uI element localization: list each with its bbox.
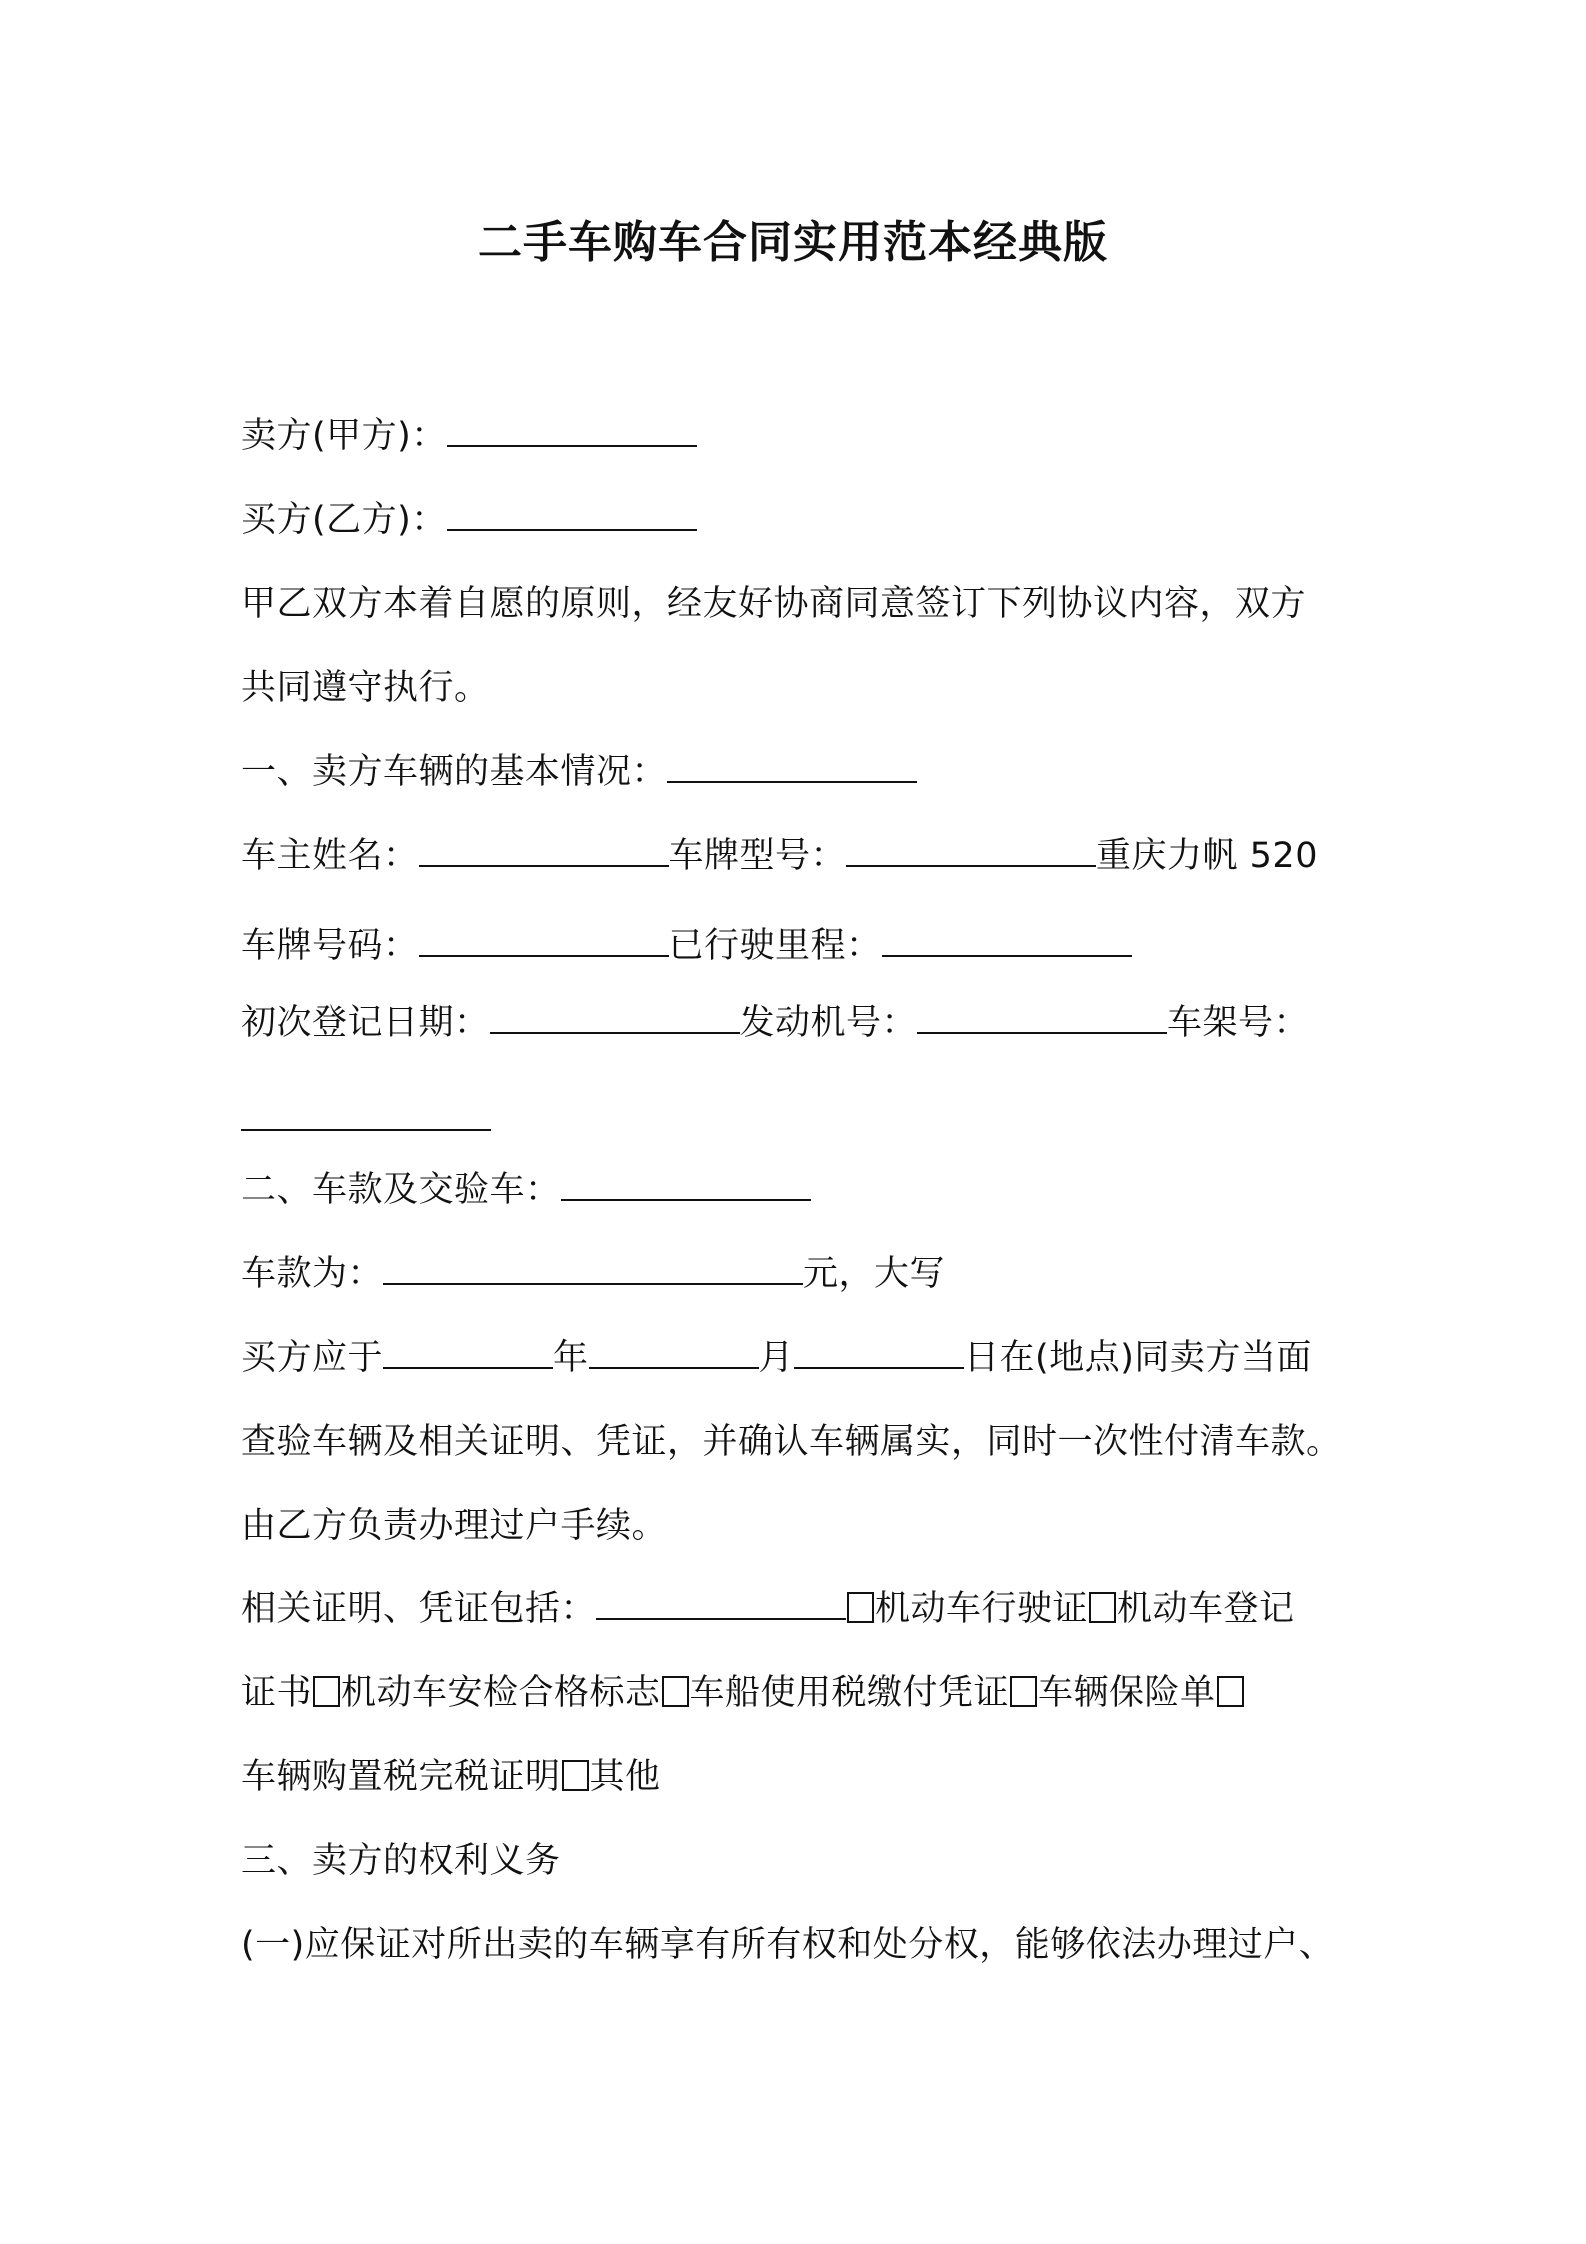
mileage-blank: [882, 925, 1132, 957]
year-text: 年: [553, 1338, 589, 1378]
owner-model-line: [241, 832, 1318, 880]
checkbox-insurance[interactable]: [1010, 1676, 1037, 1707]
doc-item-insurance: 车辆保险单: [1038, 1673, 1216, 1713]
price-suffix: 元，大写: [803, 1254, 946, 1294]
engine-blank: [917, 1002, 1167, 1034]
docs-line-1: [241, 1585, 1295, 1633]
month-blank: [589, 1337, 759, 1369]
plate-mileage-line: [241, 922, 1132, 970]
checkbox-registration-cert[interactable]: [1089, 1592, 1116, 1623]
engine-label: 发动机号：: [739, 1003, 918, 1043]
doc-item-inspection-mark: 机动车安检合格标志: [341, 1673, 661, 1713]
payment-delivery-blank: [561, 1169, 811, 1201]
section3-heading: 三、卖方的权利义务: [241, 1841, 561, 1881]
doc-item-certificate: 证书: [241, 1673, 313, 1713]
day-blank: [794, 1337, 964, 1369]
day-rest-text: 日在(地点)同卖方当面: [964, 1338, 1312, 1378]
section3-item1: (一)应保证对所出卖的车辆享有所有权和处分权，能够依法办理过户、: [241, 1925, 1335, 1965]
frame-blank: [241, 1099, 491, 1131]
price-blank: [383, 1253, 803, 1285]
section2-heading-line: [241, 1166, 811, 1214]
plate-blank: [419, 925, 669, 957]
seller-line: [241, 412, 697, 460]
intro-line-2: 共同遵守执行。: [241, 668, 490, 708]
price-label: 车款为：: [241, 1254, 384, 1294]
docs-line-2: [241, 1669, 1245, 1717]
document-title: 二手车购车合同实用范本经典版: [478, 217, 1108, 268]
section2-heading: 二、车款及交验车：: [241, 1170, 561, 1210]
model-label: 车牌型号：: [668, 836, 847, 876]
checkbox-driving-license[interactable]: [847, 1592, 874, 1623]
checkbox-vessel-tax[interactable]: [662, 1676, 689, 1707]
mileage-label: 已行驶里程：: [668, 926, 882, 966]
year-blank: [383, 1337, 553, 1369]
docs-blank: [596, 1588, 846, 1620]
reg-date-label: 初次登记日期：: [241, 1003, 490, 1043]
buyer-should-text: 买方应于: [241, 1338, 384, 1378]
doc-item-registration: 机动车登记: [1117, 1589, 1295, 1629]
checkbox-purchase-tax[interactable]: [1217, 1676, 1244, 1707]
reg-date-blank: [490, 1002, 740, 1034]
owner-label: 车主姓名：: [241, 836, 419, 876]
date-line: [241, 1334, 1312, 1382]
doc-item-purchase-tax: 车辆购置税完税证明: [241, 1757, 561, 1797]
seller-label: 卖方(甲方)：: [241, 416, 447, 456]
docs-line-3: [241, 1753, 661, 1801]
doc-item-driving-license: 机动车行驶证: [875, 1589, 1089, 1629]
frame-blank-line: [241, 1096, 491, 1144]
month-text: 月: [758, 1338, 795, 1378]
doc-item-other: 其他: [589, 1757, 661, 1797]
frame-label: 车架号：: [1167, 1003, 1310, 1043]
owner-name-blank: [419, 835, 669, 867]
doc-item-vessel-tax: 车船使用税缴付凭证: [689, 1673, 1010, 1713]
seller-name-blank: [447, 415, 697, 447]
checkbox-other[interactable]: [562, 1760, 589, 1791]
model-blank: [846, 835, 1096, 867]
buyer-name-blank: [447, 499, 697, 531]
buyer-line: [241, 496, 697, 544]
inspect-line: 查验车辆及相关证明、凭证，并确认车辆属实，同时一次性付清车款。: [241, 1422, 1342, 1462]
buyer-label: 买方(乙方)：: [241, 500, 447, 540]
docs-label: 相关证明、凭证包括：: [241, 1589, 597, 1629]
vehicle-basic-blank: [667, 751, 917, 783]
plate-label: 车牌号码：: [241, 926, 419, 966]
section1-heading: 一、卖方车辆的基本情况：: [241, 752, 668, 792]
price-line: [241, 1250, 945, 1298]
checkbox-inspection-mark[interactable]: [313, 1676, 340, 1707]
transfer-line: 由乙方负责办理过户手续。: [241, 1506, 668, 1546]
reg-engine-frame-line: [241, 999, 1309, 1047]
intro-line-1: 甲乙双方本着自愿的原则，经友好协商同意签订下列协议内容，双方: [241, 584, 1307, 624]
model-value: 重庆力帆 520: [1096, 836, 1318, 876]
section1-heading-line: [241, 748, 917, 796]
